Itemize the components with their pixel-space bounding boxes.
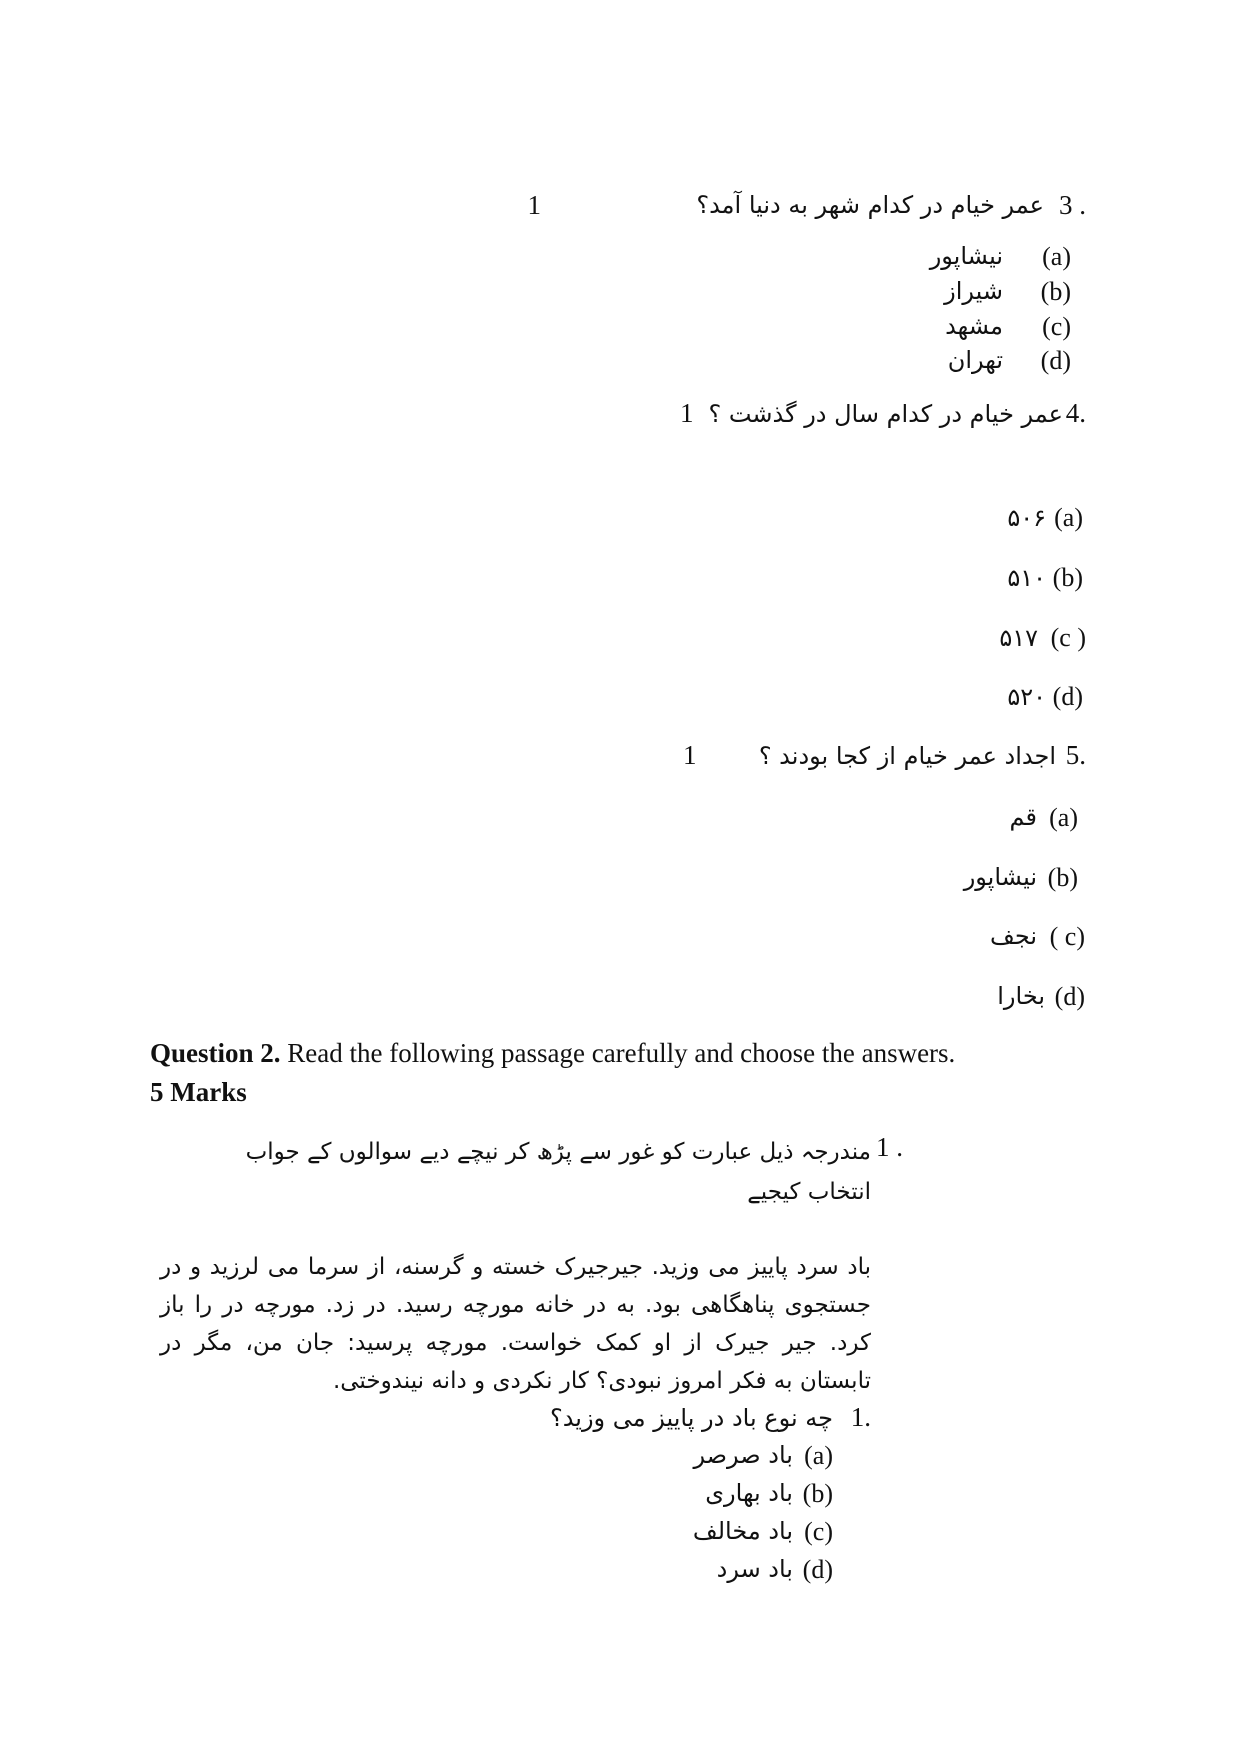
option-label: (b) <box>1047 863 1078 892</box>
q3-number: 3 . <box>1059 190 1086 220</box>
q3-marks: 1 <box>527 190 541 220</box>
subq1-option-b <box>803 1479 833 1509</box>
option-label: (b) <box>1040 277 1071 306</box>
q3-option-c <box>1042 312 1071 342</box>
q5-option-b-text: نیشاپور <box>963 863 1037 891</box>
subq1-text: چه نوع باد در پاییز می وزید؟ <box>549 1404 833 1432</box>
urdu-instruction-number: 1 . <box>876 1132 903 1162</box>
reading-passage: باد سرد پاییز می وزید. جیرجیرک خسته و گرسنه، از سرما می لرزید و در جستجوی پناهگاهی بود. به در خانه مورچه رسید. در زد. مورچه در را باز کرد. جیر جیرک از او کمک خواست. مورچه پرسید: جان من، مگر در تابستان به فکر امروز نبودی؟ کار نکردی و دانه نیندوختی. <box>160 1254 871 1394</box>
q5-option-d-text: بخارا <box>997 982 1045 1010</box>
q4-option-c <box>1051 623 1086 653</box>
urdu-instruction-line1: مندرجہ ذیل عبارت کو غور سے پڑھ کر نیچے دیے سوالوں کے جواب <box>245 1139 871 1165</box>
q4-option-d-text: ۵۲۰ <box>1007 683 1046 711</box>
q4-option-b <box>1053 563 1083 593</box>
question2-instruction: Read the following passage carefully and choose the answers. <box>280 1038 956 1068</box>
q3-row <box>526 188 1086 224</box>
q3-option-d <box>1041 346 1071 376</box>
subq1-option-a-text: باد صرصر <box>693 1441 793 1469</box>
q4-option-c-text: ۵۱۷ <box>999 624 1038 652</box>
q5-option-d <box>1055 982 1085 1012</box>
option-label: (b) <box>1052 563 1083 592</box>
subq1-number: 1. <box>850 1402 871 1432</box>
q5-option-b <box>1048 863 1078 893</box>
option-label: (a) <box>1054 503 1083 532</box>
q4-option-b-text: ۵۱۰ <box>1007 564 1046 592</box>
option-label: (c) <box>1042 312 1071 341</box>
q3-option-c-text: مشهد <box>945 312 1003 340</box>
q3-option-a-text: نیشاپور <box>929 242 1003 270</box>
option-label: (c ) <box>1050 623 1086 652</box>
subq1-option-a <box>804 1441 833 1471</box>
q3-option-a <box>1042 242 1071 276</box>
q4-text: عمر خیام در کدام سال در گذشت ؟ <box>708 400 1063 428</box>
question2-marks <box>150 1073 247 1112</box>
subq1-option-c <box>804 1517 833 1547</box>
q5-option-a <box>1049 803 1078 833</box>
q5-marks: 1 <box>683 740 697 770</box>
q4-marks: 1 <box>680 398 694 428</box>
option-label: (d) <box>1040 346 1071 375</box>
q5-number: 5. <box>1065 740 1086 770</box>
subq1-option-b-text: باد بهاری <box>705 1479 793 1507</box>
question2-heading <box>150 1034 955 1073</box>
q4-option-a-text: ۵۰۶ <box>1007 504 1046 532</box>
q5-option-a-text: قم <box>1009 803 1037 831</box>
option-label: (a) <box>1049 803 1078 832</box>
option-label: (b) <box>802 1479 833 1508</box>
option-label: (d) <box>802 1555 833 1584</box>
q4-number: 4. <box>1065 398 1086 428</box>
option-label: (a) <box>804 1441 833 1470</box>
urdu-instruction-line2: انتخاب کیجیے <box>747 1179 871 1205</box>
option-label: (c) <box>804 1517 833 1546</box>
q5-text: اجداد عمر خیام از کجا بودند ؟ <box>758 742 1056 770</box>
q3-option-b <box>1041 277 1071 307</box>
subq1-option-d-text: باد سرد <box>716 1555 793 1583</box>
option-label: (a) <box>1042 242 1071 271</box>
option-label: (d) <box>1054 982 1085 1011</box>
subq1-option-d <box>803 1555 833 1585</box>
question2-marks-label: 5 Marks <box>150 1077 247 1107</box>
question2-title: Question 2. <box>150 1038 281 1068</box>
q5-option-c-text: نجف <box>989 922 1037 950</box>
subq1-option-c-text: باد مخالف <box>692 1517 793 1545</box>
q3-option-d-text: تهران <box>947 346 1003 374</box>
q5-option-c <box>1050 922 1085 952</box>
option-label: (d) <box>1052 682 1083 711</box>
option-label: ( c) <box>1049 922 1085 951</box>
q3-text: عمر خیام در کدام شهر به دنیا آمد؟ <box>696 191 1044 219</box>
q3-option-b-text: شیراز <box>944 277 1003 305</box>
q4-option-a <box>1054 503 1083 533</box>
q4-option-d <box>1053 682 1083 712</box>
